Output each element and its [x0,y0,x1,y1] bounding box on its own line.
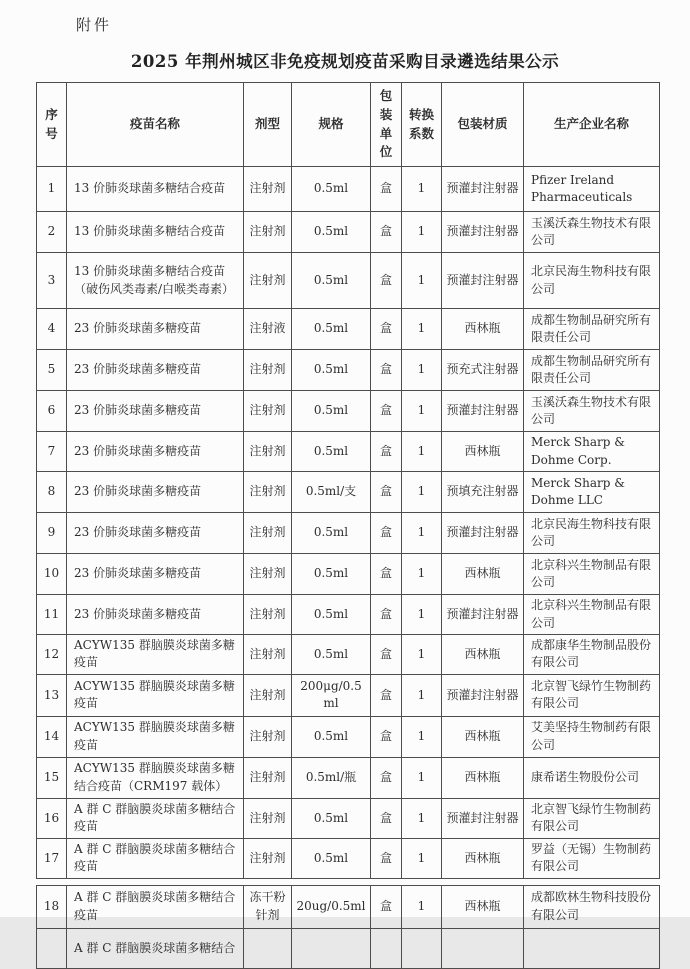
vaccine-table-body [37,167,660,879]
cell-conversion-factor: 1 [402,885,442,928]
cell-dosage-form: 冻干粉针剂 [244,885,292,928]
cell-vaccine-name: A 群 C 群脑膜炎球菌多糖结合疫苗 [67,838,244,878]
cell-packaging-unit: 盒 [371,595,402,635]
cell-spec: 200μg/0.5ml [292,674,371,716]
cell-packaging-material: 预灌封注射器 [442,595,524,635]
cell-packaging-unit: 盒 [371,757,402,798]
cell-packaging-material: 西林瓶 [442,432,524,472]
cell-serial: 13 [37,674,67,716]
cell-packaging-material: 预灌封注射器 [442,253,524,309]
cell-dosage-form: 注射液 [244,309,292,350]
cell-vaccine-name: 13 价肺炎球菌多糖结合疫苗 [67,212,244,253]
cell-vaccine-name: A 群 C 群脑膜炎球菌多糖结合 [67,928,244,968]
table-header [37,83,660,167]
cell-packaging-material: 西林瓶 [442,838,524,878]
cell-spec [292,928,371,968]
cell-conversion-factor: 1 [402,350,442,391]
table-row [37,472,660,513]
table-row [37,635,660,675]
cell-spec: 0.5ml [292,798,371,838]
header-conversion-factor: 转换系数 [402,83,442,167]
cell-vaccine-name: 13 价肺炎球菌多糖结合疫苗 [67,167,244,212]
cell-conversion-factor: 1 [402,253,442,309]
cell-packaging-material: 西林瓶 [442,885,524,928]
table-row [37,674,660,716]
cell-serial: 11 [37,595,67,635]
cell-manufacturer: 北京智飞绿竹生物制药有限公司 [524,674,660,716]
cell-conversion-factor: 1 [402,635,442,675]
cell-serial: 18 [37,885,67,928]
table-row [37,757,660,798]
cell-packaging-material: 西林瓶 [442,309,524,350]
cell-packaging-material: 预灌封注射器 [442,212,524,253]
cell-manufacturer: 罗益（无锡）生物制药有限公司 [524,838,660,878]
cell-packaging-material: 西林瓶 [442,716,524,757]
table-row [37,716,660,757]
procurement-table [36,82,660,879]
table-row [37,885,660,928]
table-row [37,253,660,309]
cell-conversion-factor: 1 [402,798,442,838]
cell-serial: 10 [37,554,67,595]
cell-manufacturer: 北京智飞绿竹生物制药有限公司 [524,798,660,838]
cell-packaging-material [442,928,524,968]
cell-conversion-factor [402,928,442,968]
cell-serial: 14 [37,716,67,757]
cell-dosage-form: 注射剂 [244,798,292,838]
cell-spec: 0.5ml [292,350,371,391]
cell-vaccine-name: ACYW135 群脑膜炎球菌多糖疫苗 [67,635,244,675]
cell-spec: 0.5ml/瓶 [292,757,371,798]
cell-serial: 15 [37,757,67,798]
cell-manufacturer: 北京科兴生物制品有限公司 [524,554,660,595]
cell-conversion-factor: 1 [402,674,442,716]
cell-dosage-form: 注射剂 [244,716,292,757]
cell-manufacturer: 北京民海生物科技有限公司 [524,253,660,309]
header-spec: 规格 [292,83,371,167]
table-row [37,309,660,350]
cell-packaging-unit: 盒 [371,513,402,554]
header-vaccine-name: 疫苗名称 [67,83,244,167]
cell-dosage-form: 注射剂 [244,432,292,472]
cell-serial: 7 [37,432,67,472]
cell-conversion-factor: 1 [402,757,442,798]
table-row [37,212,660,253]
cell-spec: 0.5ml [292,716,371,757]
cell-vaccine-name: A 群 C 群脑膜炎球菌多糖结合疫苗 [67,885,244,928]
cell-manufacturer: 成都欧林生物科技股份有限公司 [524,885,660,928]
table-row [37,432,660,472]
cell-vaccine-name: 23 价肺炎球菌多糖疫苗 [67,513,244,554]
table-row [37,350,660,391]
table-row [37,595,660,635]
cell-spec: 0.5ml [292,595,371,635]
cell-serial: 8 [37,472,67,513]
cell-packaging-unit: 盒 [371,716,402,757]
cell-manufacturer: 艾美坚持生物制药有限公司 [524,716,660,757]
cell-packaging-unit: 盒 [371,554,402,595]
cell-packaging-material: 西林瓶 [442,554,524,595]
table-row [37,798,660,838]
cell-serial: 1 [37,167,67,212]
cell-vaccine-name: ACYW135 群脑膜炎球菌多糖结合疫苗（CRM197 载体） [67,757,244,798]
cell-serial: 12 [37,635,67,675]
cell-spec: 0.5ml [292,309,371,350]
cell-spec: 0.5ml [292,513,371,554]
cell-vaccine-name: 23 价肺炎球菌多糖疫苗 [67,309,244,350]
cell-manufacturer: 成都康华生物制品股份有限公司 [524,635,660,675]
cell-conversion-factor: 1 [402,432,442,472]
cell-dosage-form: 注射剂 [244,513,292,554]
header-serial: 序号 [37,83,67,167]
cell-packaging-unit: 盒 [371,472,402,513]
cell-manufacturer: Merck Sharp & Dohme LLC [524,472,660,513]
cell-dosage-form: 注射剂 [244,167,292,212]
cell-serial: 3 [37,253,67,309]
cell-conversion-factor: 1 [402,309,442,350]
cell-packaging-material: 预灌封注射器 [442,513,524,554]
cell-vaccine-name: 23 价肺炎球菌多糖疫苗 [67,350,244,391]
cell-conversion-factor: 1 [402,716,442,757]
cell-dosage-form: 注射剂 [244,635,292,675]
cell-manufacturer: 成都生物制品研究所有限责任公司 [524,350,660,391]
cell-conversion-factor: 1 [402,472,442,513]
cell-serial: 6 [37,391,67,432]
cell-conversion-factor: 1 [402,513,442,554]
cell-spec: 0.5ml [292,635,371,675]
cell-serial: 17 [37,838,67,878]
cell-vaccine-name: 23 价肺炎球菌多糖疫苗 [67,391,244,432]
cell-spec: 0.5ml/支 [292,472,371,513]
cell-dosage-form: 注射剂 [244,391,292,432]
cell-serial: 4 [37,309,67,350]
cell-manufacturer: Merck Sharp & Dohme Corp. [524,432,660,472]
cell-dosage-form: 注射剂 [244,595,292,635]
cell-vaccine-name: 23 价肺炎球菌多糖疫苗 [67,595,244,635]
cell-dosage-form: 注射剂 [244,472,292,513]
header-packaging-material: 包装材质 [442,83,524,167]
cell-packaging-unit: 盒 [371,309,402,350]
cell-packaging-unit: 盒 [371,674,402,716]
cell-packaging-unit: 盒 [371,212,402,253]
cell-conversion-factor: 1 [402,167,442,212]
cell-packaging-unit: 盒 [371,167,402,212]
cell-packaging-unit: 盒 [371,432,402,472]
table-header-row [37,83,660,167]
cell-dosage-form: 注射剂 [244,757,292,798]
cell-packaging-material: 西林瓶 [442,635,524,675]
cell-manufacturer: 北京科兴生物制品有限公司 [524,595,660,635]
cell-conversion-factor: 1 [402,554,442,595]
cell-dosage-form: 注射剂 [244,554,292,595]
table-row [37,513,660,554]
procurement-table-page2 [36,885,660,969]
cell-manufacturer: 康希诺生物股份公司 [524,757,660,798]
cell-spec: 0.5ml [292,167,371,212]
cell-vaccine-name: 13 价肺炎球菌多糖结合疫苗（破伤风类毒素/白喉类毒素） [67,253,244,309]
cell-packaging-unit: 盒 [371,391,402,432]
cell-packaging-material: 预灌封注射器 [442,674,524,716]
cell-vaccine-name: A 群 C 群脑膜炎球菌多糖结合疫苗 [67,798,244,838]
cell-serial: 9 [37,513,67,554]
cell-manufacturer: 成都生物制品研究所有限责任公司 [524,309,660,350]
cell-vaccine-name: ACYW135 群脑膜炎球菌多糖疫苗 [67,716,244,757]
cell-vaccine-name: 23 价肺炎球菌多糖疫苗 [67,554,244,595]
cell-spec: 0.5ml [292,212,371,253]
cell-serial: 2 [37,212,67,253]
table-row [37,928,660,968]
cell-packaging-material: 预灌封注射器 [442,798,524,838]
attachment-label: 附件 [76,16,113,34]
cell-packaging-unit: 盒 [371,253,402,309]
cell-packaging-material: 预填充注射器 [442,472,524,513]
header-dosage-form: 剂型 [244,83,292,167]
cell-spec: 0.5ml [292,432,371,472]
cell-dosage-form: 注射剂 [244,674,292,716]
cell-dosage-form: 注射剂 [244,350,292,391]
cell-conversion-factor: 1 [402,212,442,253]
cell-packaging-material: 预灌封注射器 [442,167,524,212]
cell-manufacturer [524,928,660,968]
cell-packaging-unit: 盒 [371,798,402,838]
cell-dosage-form: 注射剂 [244,212,292,253]
cell-vaccine-name: 23 价肺炎球菌多糖疫苗 [67,472,244,513]
cell-serial [37,928,67,968]
cell-conversion-factor: 1 [402,838,442,878]
cell-manufacturer: 玉溪沃森生物技术有限公司 [524,391,660,432]
table-row [37,391,660,432]
cell-packaging-material: 西林瓶 [442,757,524,798]
cell-spec: 0.5ml [292,253,371,309]
cell-packaging-unit: 盒 [371,635,402,675]
cell-manufacturer: Pfizer Ireland Pharmaceuticals [524,167,660,212]
cell-conversion-factor: 1 [402,391,442,432]
cell-packaging-material: 预灌封注射器 [442,391,524,432]
cell-serial: 5 [37,350,67,391]
cell-serial: 16 [37,798,67,838]
cell-manufacturer: 玉溪沃森生物技术有限公司 [524,212,660,253]
cell-vaccine-name: 23 价肺炎球菌多糖疫苗 [67,432,244,472]
cell-spec: 0.5ml [292,838,371,878]
cell-spec: 0.5ml [292,391,371,432]
cell-packaging-unit: 盒 [371,350,402,391]
cell-packaging-unit [371,928,402,968]
cell-dosage-form: 注射剂 [244,838,292,878]
cell-conversion-factor: 1 [402,595,442,635]
header-packaging-unit: 包装单位 [371,83,402,167]
table-row [37,167,660,212]
table-row [37,838,660,878]
cell-packaging-material: 预充式注射器 [442,350,524,391]
vaccine-table-body-page2 [37,885,660,968]
cell-spec: 20ug/0.5ml [292,885,371,928]
cell-dosage-form [244,928,292,968]
cell-packaging-unit: 盒 [371,838,402,878]
header-manufacturer: 生产企业名称 [524,83,660,167]
cell-dosage-form: 注射剂 [244,253,292,309]
cell-packaging-unit: 盒 [371,885,402,928]
page-title: 2025 年荆州城区非免疫规划疫苗采购目录遴选结果公示 [130,52,560,71]
cell-spec: 0.5ml [292,554,371,595]
cell-manufacturer: 北京民海生物科技有限公司 [524,513,660,554]
cell-vaccine-name: ACYW135 群脑膜炎球菌多糖疫苗 [67,674,244,716]
table-row [37,554,660,595]
